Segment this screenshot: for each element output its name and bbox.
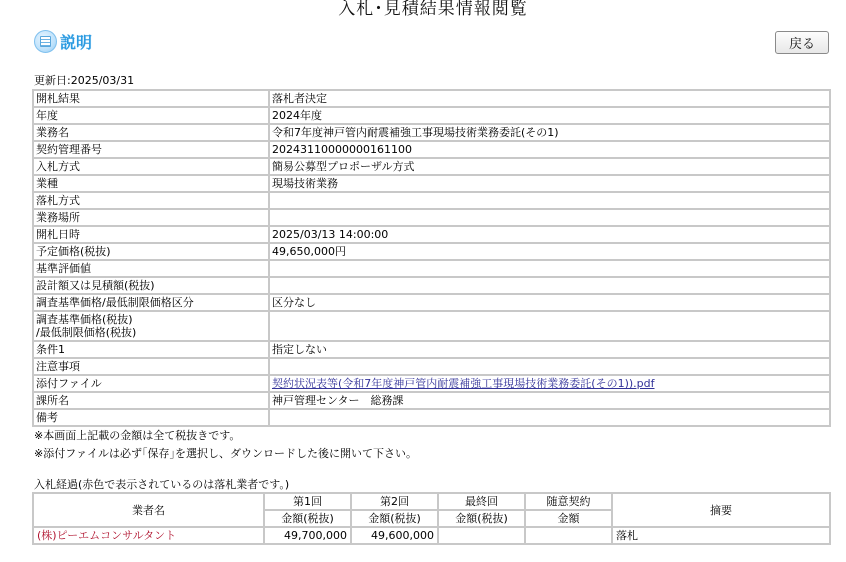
row-label: 業務名 xyxy=(33,124,269,141)
table-row xyxy=(33,226,830,243)
row-label: 条件1 xyxy=(33,341,269,358)
row-label: 年度 xyxy=(33,107,269,124)
table-row xyxy=(33,527,830,544)
row-value: 区分なし xyxy=(269,294,830,311)
row-value xyxy=(269,409,830,426)
col-vendor: 業者名 xyxy=(33,493,264,527)
row-label: 開札日時 xyxy=(33,226,269,243)
row-label-line1: 調査基準価格(税抜) xyxy=(36,313,133,326)
vendor-name: (株)ピーエムコンサルタント xyxy=(33,527,264,544)
final-amount xyxy=(438,527,525,544)
row-value: 2024年度 xyxy=(269,107,830,124)
col-round2-amount: 金額(税抜) xyxy=(351,510,438,527)
row-value: 現場技術業務 xyxy=(269,175,830,192)
row-label: 設計額又は見積額(税抜) xyxy=(33,277,269,294)
col-round1: 第1回 xyxy=(264,493,351,510)
row-label: 注意事項 xyxy=(33,358,269,375)
table-row xyxy=(33,141,830,158)
row-label: 基準評価値 xyxy=(33,260,269,277)
help-link[interactable] xyxy=(34,30,92,53)
table-row xyxy=(33,243,830,260)
table-row xyxy=(33,341,830,358)
row-value xyxy=(269,375,830,392)
row-label-line2: /最低制限価格(税抜) xyxy=(36,326,137,339)
row-label xyxy=(33,311,269,341)
row-value: 令和7年度神戸管内耐震補強工事現場技術業務委託(その1) xyxy=(269,124,830,141)
table-row xyxy=(33,158,830,175)
round1-amount: 49,700,000 xyxy=(264,527,351,544)
col-summary: 摘要 xyxy=(612,493,830,527)
row-label: 業種 xyxy=(33,175,269,192)
table-row xyxy=(33,375,830,392)
row-value xyxy=(269,192,830,209)
attachment-note: ※添付ファイルは必ず｢保存｣を選択し、ダウンロードした後に開いて下さい。 xyxy=(34,447,417,460)
table-row xyxy=(33,124,830,141)
help-label: 説明 xyxy=(60,33,93,52)
row-label: 備考 xyxy=(33,409,269,426)
bid-history-table xyxy=(32,492,831,545)
table-row xyxy=(33,192,830,209)
round2-amount: 49,600,000 xyxy=(351,527,438,544)
row-value xyxy=(269,358,830,375)
row-value xyxy=(269,260,830,277)
row-label: 調査基準価格/最低制限価格区分 xyxy=(33,294,269,311)
bid-history-title: 入札経過(赤色で表示されているのは落札業者です。) xyxy=(34,478,290,491)
row-value: 20243110000000161100 xyxy=(269,141,830,158)
table-row xyxy=(33,277,830,294)
attachment-pdf-link[interactable]: 契約状況表等(令和7年度神戸管内耐震補強工事現場技術業務委託(その1)).pdf xyxy=(272,377,655,390)
summary: 落札 xyxy=(612,527,830,544)
row-label: 予定価格(税抜) xyxy=(33,243,269,260)
tax-note: ※本画面上記載の金額は全て税抜きです。 xyxy=(34,429,241,442)
row-value xyxy=(269,209,830,226)
table-row xyxy=(33,358,830,375)
table-row xyxy=(33,311,830,341)
row-value: 落札者決定 xyxy=(269,90,830,107)
table-row xyxy=(33,392,830,409)
header-row xyxy=(33,493,830,510)
table-row xyxy=(33,209,830,226)
updated-date: 更新日:2025/03/31 xyxy=(34,74,135,87)
row-label: 課所名 xyxy=(33,392,269,409)
row-label: 契約管理番号 xyxy=(33,141,269,158)
col-negotiated: 随意契約 xyxy=(525,493,612,510)
table-row xyxy=(33,175,830,192)
table-row xyxy=(33,294,830,311)
page-title: 入札･見積結果情報閲覧 xyxy=(338,0,528,19)
row-value: 神戸管理センター 総務課 xyxy=(269,392,830,409)
row-value xyxy=(269,277,830,294)
row-value xyxy=(269,311,830,341)
document-help-icon xyxy=(34,30,57,53)
row-label: 入札方式 xyxy=(33,158,269,175)
row-value: 2025/03/13 14:00:00 xyxy=(269,226,830,243)
row-label: 落札方式 xyxy=(33,192,269,209)
row-label: 開札結果 xyxy=(33,90,269,107)
col-final-amount: 金額(税抜) xyxy=(438,510,525,527)
row-label: 添付ファイル xyxy=(33,375,269,392)
table-row xyxy=(33,260,830,277)
table-row xyxy=(33,90,830,107)
negotiated-amount xyxy=(525,527,612,544)
col-final: 最終回 xyxy=(438,493,525,510)
result-info-table xyxy=(32,89,831,427)
back-button[interactable]: 戻る xyxy=(775,31,829,54)
row-label: 業務場所 xyxy=(33,209,269,226)
col-negotiated-amount: 金額 xyxy=(525,510,612,527)
row-value: 簡易公募型プロポーザル方式 xyxy=(269,158,830,175)
row-value: 49,650,000円 xyxy=(269,243,830,260)
table-row xyxy=(33,107,830,124)
row-value: 指定しない xyxy=(269,341,830,358)
table-row xyxy=(33,409,830,426)
col-round1-amount: 金額(税抜) xyxy=(264,510,351,527)
col-round2: 第2回 xyxy=(351,493,438,510)
